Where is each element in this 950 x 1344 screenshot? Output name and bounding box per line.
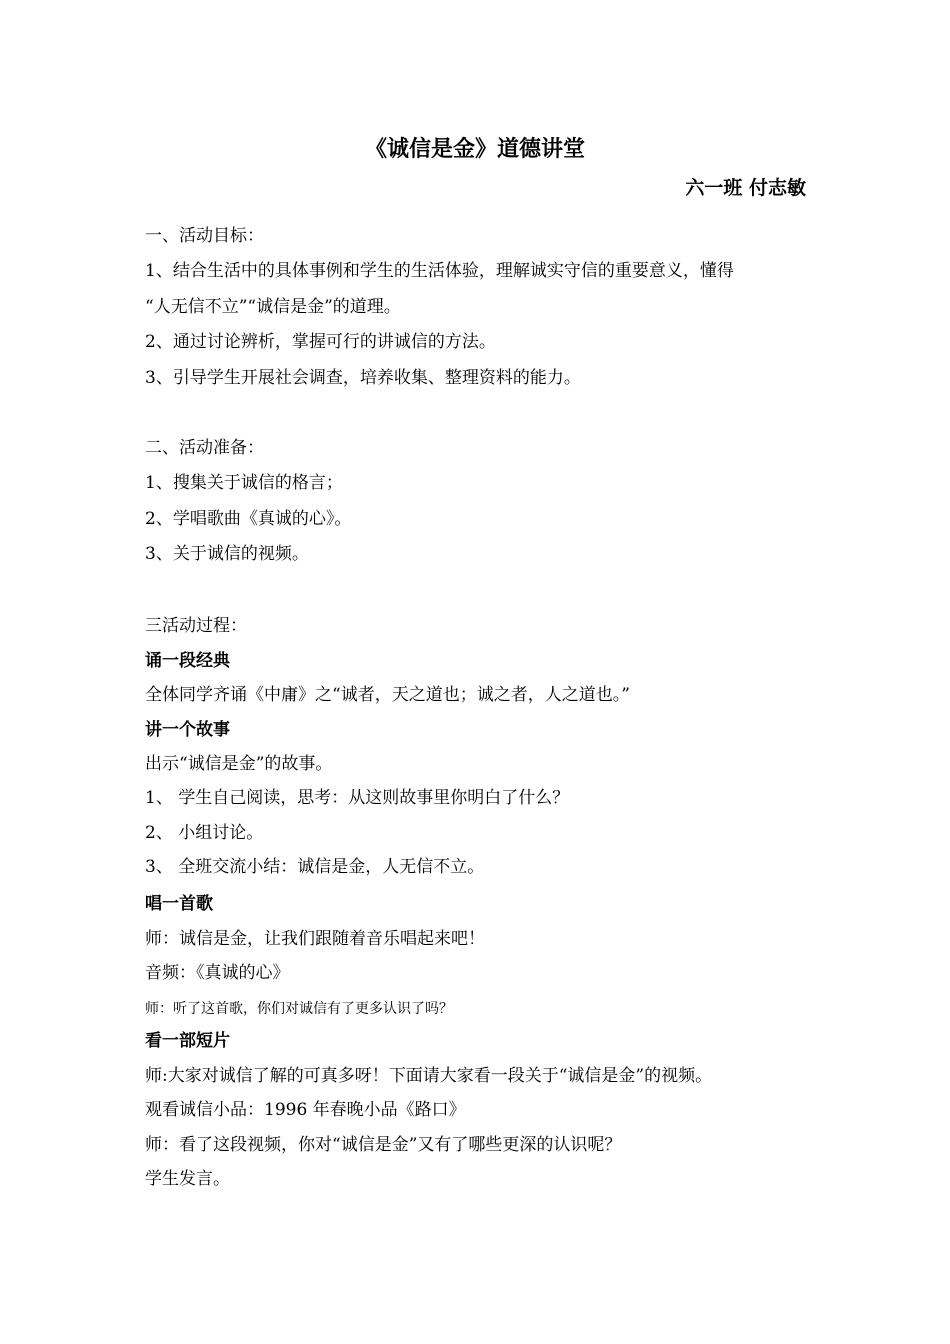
document-title: 《诚信是金》道德讲堂 [364,137,585,162]
part2-item2: 2、 小组讨论。 [145,823,264,843]
part2-text: 出示“诚信是金”的故事。 [145,754,333,774]
part4-line3: 师：看了这段视频，你对“诚信是金”又有了哪些更深的认识呢？ [145,1135,622,1155]
part2-item1: 1、 学生自己阅读，思考：从这则故事里你明白了什么？ [145,788,570,808]
part3-line2: 音频：《真诚的心》 [145,963,290,983]
section1-item1-line1: 1、结合生活中的具体事例和学生的生活体验，理解诚实守信的重要意义，懂得 [145,261,734,281]
part4-heading: 看一部短片 [145,1031,230,1051]
document-author: 六一班 付志敏 [685,177,806,199]
part3-line1: 师：诚信是金，让我们跟随着音乐唱起来吧！ [145,929,485,949]
part4-line1: 师:大家对诚信了解的可真多呀！下面请大家看一段关于“诚信是金”的视频。 [145,1066,713,1086]
part1-heading: 诵一段经典 [145,651,230,671]
part2-heading: 讲一个故事 [145,720,230,740]
part1-text: 全体同学齐诵《中庸》之“诚者，天之道也；诚之者，人之道也。” [145,685,630,705]
section2-item1: 1、搜集关于诚信的格言； [145,473,343,493]
section2-item2: 2、学唱歌曲《真诚的心》。 [145,509,352,529]
part4-line4: 学生发言。 [145,1169,230,1189]
section1-item2: 2、通过讨论辨析，掌握可行的讲诚信的方法。 [145,332,496,352]
section2-item3: 3、关于诚信的视频。 [145,544,309,564]
part3-heading: 唱一首歌 [145,894,213,914]
part2-item3: 3、 全班交流小结：诚信是金，人无信不立。 [145,857,485,877]
section1-item1-line2: “人无信不立”“诚信是金”的道理。 [145,297,401,317]
part4-line2: 观看诚信小品：1996 年春晚小品《路口》 [145,1100,466,1120]
section1-heading: 一、活动目标： [145,226,264,246]
section2-heading: 二、活动准备： [145,438,264,458]
section1-item3: 3、引导学生开展社会调查，培养收集、整理资料的能力。 [145,368,581,388]
section3-heading: 三活动过程： [145,616,247,636]
part3-line3: 师：听了这首歌，你们对诚信有了更多认识了吗？ [145,1001,453,1017]
